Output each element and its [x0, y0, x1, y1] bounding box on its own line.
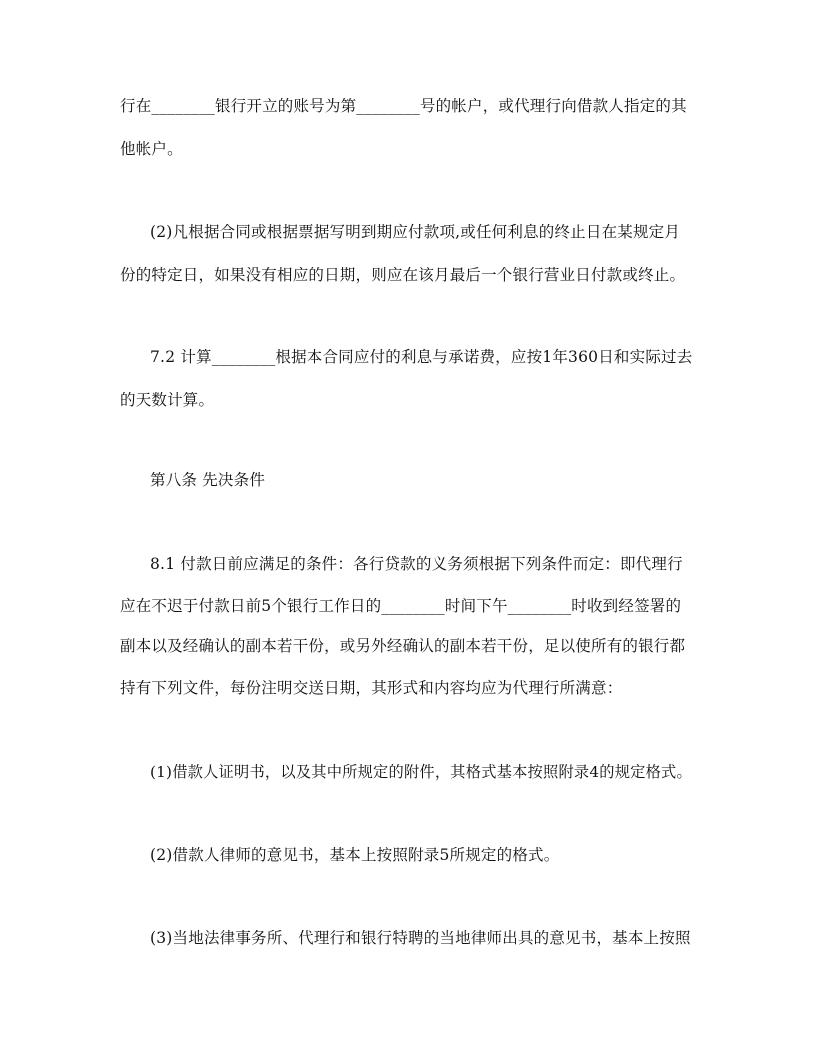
text-line: 份的特定日，如果没有相应的日期，则应在该月最后一个银行营业日付款或终止。 — [120, 266, 686, 284]
text-line: 持有下列文件，每份注明交送日期，其形式和内容均应为代理行所满意： — [120, 679, 623, 697]
text-line: (2)凡根据合同或根据票据写明到期应付款项,或任何利息的终止日在某规定月 — [150, 223, 681, 241]
text-line: 副本以及经确认的副本若干份，或另外经确认的副本若干份，足以使所有的银行都 — [120, 637, 686, 655]
text-line: 行在________银行开立的账号为第________号的帐户，或代理行向借款人指定的其 — [120, 97, 687, 115]
text-line: 8.1 付款日前应满足的条件：各行贷款的义务须根据下列条件而定：即代理行 — [150, 555, 683, 573]
section-heading: 第八条 先决条件 — [150, 471, 266, 489]
text-line: 的天数计算。 — [120, 391, 215, 409]
text-line: (3)当地法律事务所、代理行和银行特聘的当地律师出具的意见书，基本上按照 — [150, 929, 691, 947]
text-line: (2)借款人律师的意见书，基本上按照附录5所规定的格式。 — [150, 846, 560, 864]
text-line: 他帐户。 — [120, 140, 183, 158]
text-line: 7.2 计算________根据本合同应付的利息与承诺费，应按1年360日和实际过去 — [150, 348, 693, 366]
text-line: 应在不迟于付款日前5个银行工作日的________时间下午________时收到经签署的 — [120, 597, 682, 615]
text-line: (1)借款人证明书，以及其中所规定的附件，其格式基本按照附录4的规定格式。 — [150, 763, 692, 781]
